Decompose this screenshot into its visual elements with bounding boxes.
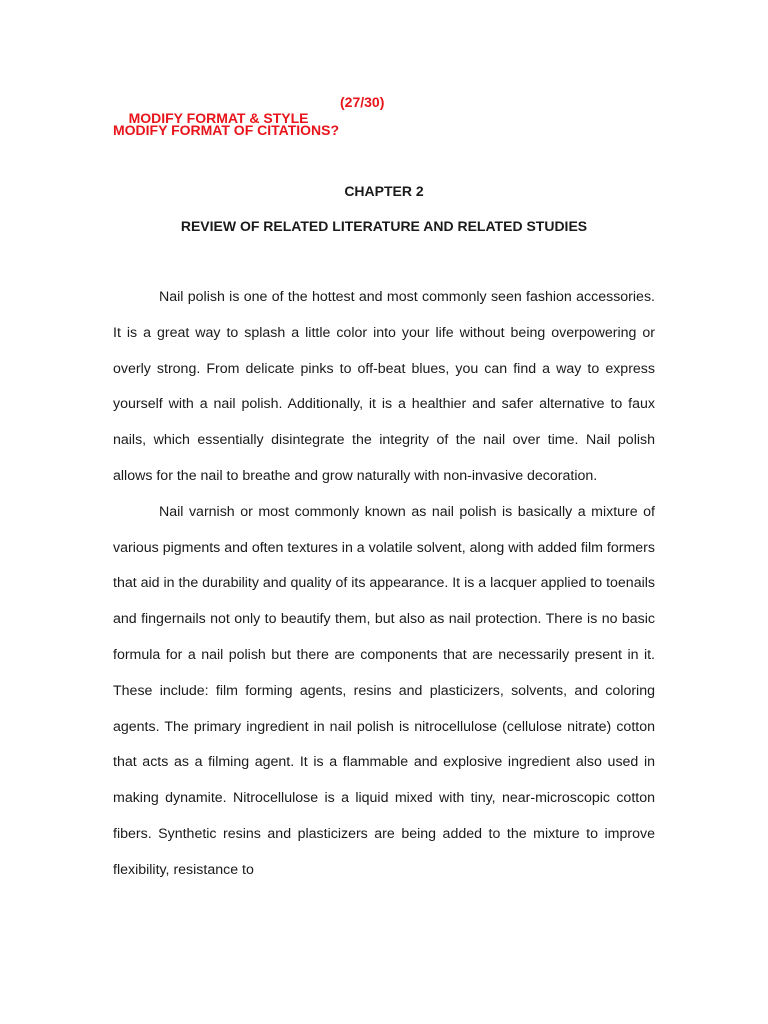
review-note-citations: MODIFY FORMAT OF CITATIONS?	[113, 122, 340, 138]
paragraph-1: Nail polish is one of the hottest and most commonly seen fashion accessories. It is a great way to splash a little color into your life without being overpowering or overly strong. From delicate pinks to off-beat blues, you can find a way to express yourself with a nail polish. Additionally, it is a healthier and safer alternative to faux nails, which essentially disintegrate the integrity of the nail over time. Nail polish allows for the nail to breathe and grow naturally with non-invasive decoration.	[113, 289, 655, 484]
review-note-format-style-text: MODIFY FORMAT & STYLE	[128, 110, 309, 126]
paragraph-2: Nail varnish or most commonly known as nail polish is basically a mixture of various pigments and often textures in a volatile solvent, along with added film formers that aid in the durability and quality of its appearance. It is a lacquer applied to toenails and fingernails not only to beautify them, but also as nail protection. There is no basic formula for a nail polish but there are components that are necessarily present in it. These include: film forming agents, resins and plasticizers, solvents, and coloring agents. The primary ingredient in nail polish is nitrocellulose (cellulose nitrate) cotton that acts as a filming agent. It is a flammable and explosive ingredient also used in making dynamite. Nitrocellulose is a liquid mixed with tiny, near-microscopic cotton fibers. Synthetic resins and plasticizers are being added to the mixture to improve flexibility, resistance to	[113, 503, 655, 878]
chapter-title: REVIEW OF RELATED LITERATURE AND RELATED STUDIES	[180, 218, 588, 234]
body-text	[113, 280, 655, 889]
chapter-label: CHAPTER 2	[344, 183, 424, 199]
review-score: (27/30)	[340, 94, 385, 110]
